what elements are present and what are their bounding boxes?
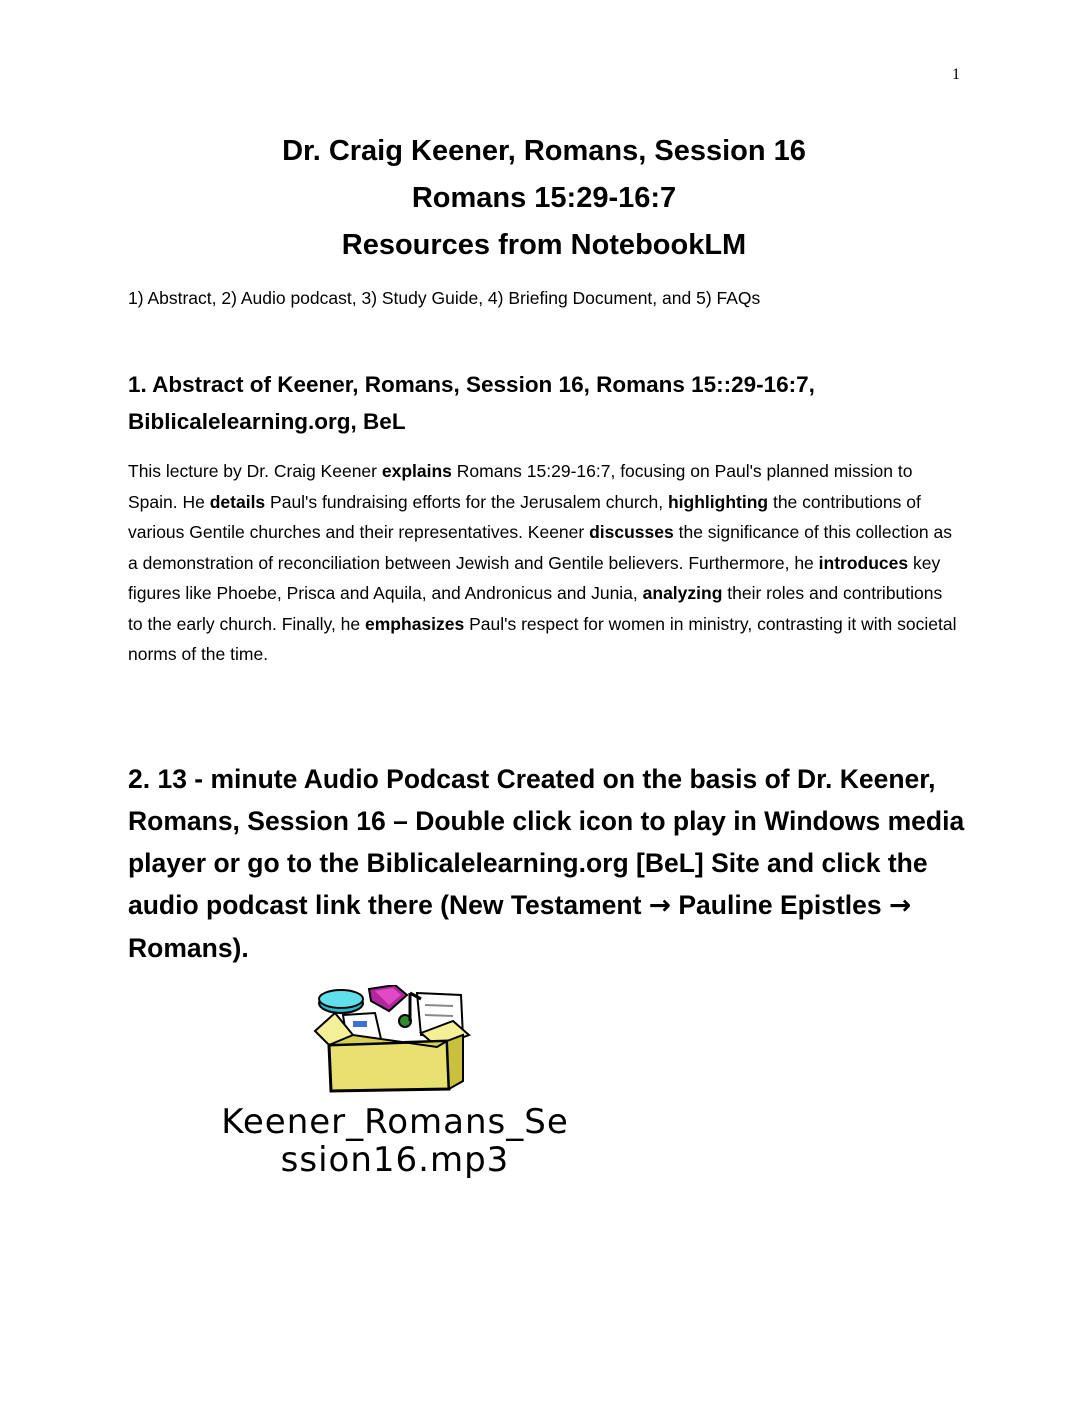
file-name-line-1: Keener_Romans_Se <box>221 1102 569 1142</box>
abstract-emphasis: analyzing <box>642 583 723 603</box>
abstract-text: their roles and contributions to the early church. Finally, he <box>128 583 943 634</box>
abstract-text: This lecture by Dr. Craig Keener <box>128 461 382 481</box>
abstract-emphasis: emphasizes <box>365 613 465 634</box>
abstract-text: Paul's respect for women in ministry, contrasting it with societal norms of the time. <box>128 613 957 664</box>
section2-heading-text: Pauline Epistles <box>671 890 889 920</box>
section2-heading <box>128 758 968 969</box>
file-name-line-2: ssion16.mp3 <box>280 1140 510 1180</box>
abstract-emphasis: highlighting <box>667 491 769 512</box>
package-icon <box>313 985 473 1093</box>
title-line-2: Romans 15:29-16:7 <box>411 182 677 214</box>
title-line-3: Resources from NotebookLM <box>341 229 747 261</box>
section2-heading-text: 2. 13 - minute Audio Podcast Created on the basis of Dr. Keener, Romans, Session 16 – Double click icon to play in Windows media player or go to the Biblicalelearning.org [BeL] Site and click the audio podcast link there (New Testament <box>128 764 965 920</box>
title-line-1: Dr. Craig Keener, Romans, Session 16 <box>282 135 806 167</box>
audio-podcast-attachment[interactable] <box>135 985 655 1185</box>
abstract-text: Romans 15:29-16:7, focusing on Paul's planned mission to Spain. He <box>128 461 913 512</box>
section1-heading: 1. Abstract of Keener, Romans, Session 16, Romans 15::29-16:7, Biblicalelearning.org, BeL <box>128 372 815 434</box>
arrow-right-icon: → <box>888 890 912 921</box>
abstract-emphasis: discusses <box>589 522 674 542</box>
arrow-right-icon: → <box>648 890 671 921</box>
abstract-emphasis: introduces <box>818 552 909 573</box>
abstract-emphasis: details <box>209 491 266 512</box>
abstract-text: the significance of this collection as a demonstration of reconciliation between Jewish and Gentile believers. Furthermore, he <box>128 522 952 573</box>
abstract-emphasis: explains <box>381 461 452 481</box>
abstract-text: the contributions of various Gentile churches and their representatives. Keener <box>128 491 921 542</box>
section2-heading-text: Romans). <box>128 933 249 963</box>
abstract-paragraph <box>128 456 958 670</box>
contents-line: 1) Abstract, 2) Audio podcast, 3) Study Guide, 4) Briefing Document, and 5) FAQs <box>128 288 761 308</box>
page-title <box>0 128 1088 269</box>
abstract-text: key figures like Phoebe, Prisca and Aquila, and Andronicus and Junia, <box>128 552 941 603</box>
page-number: 1 <box>952 66 960 83</box>
abstract-text: Paul's fundraising efforts for the Jerusalem church, <box>265 491 668 512</box>
audio-file-name <box>135 1103 655 1179</box>
